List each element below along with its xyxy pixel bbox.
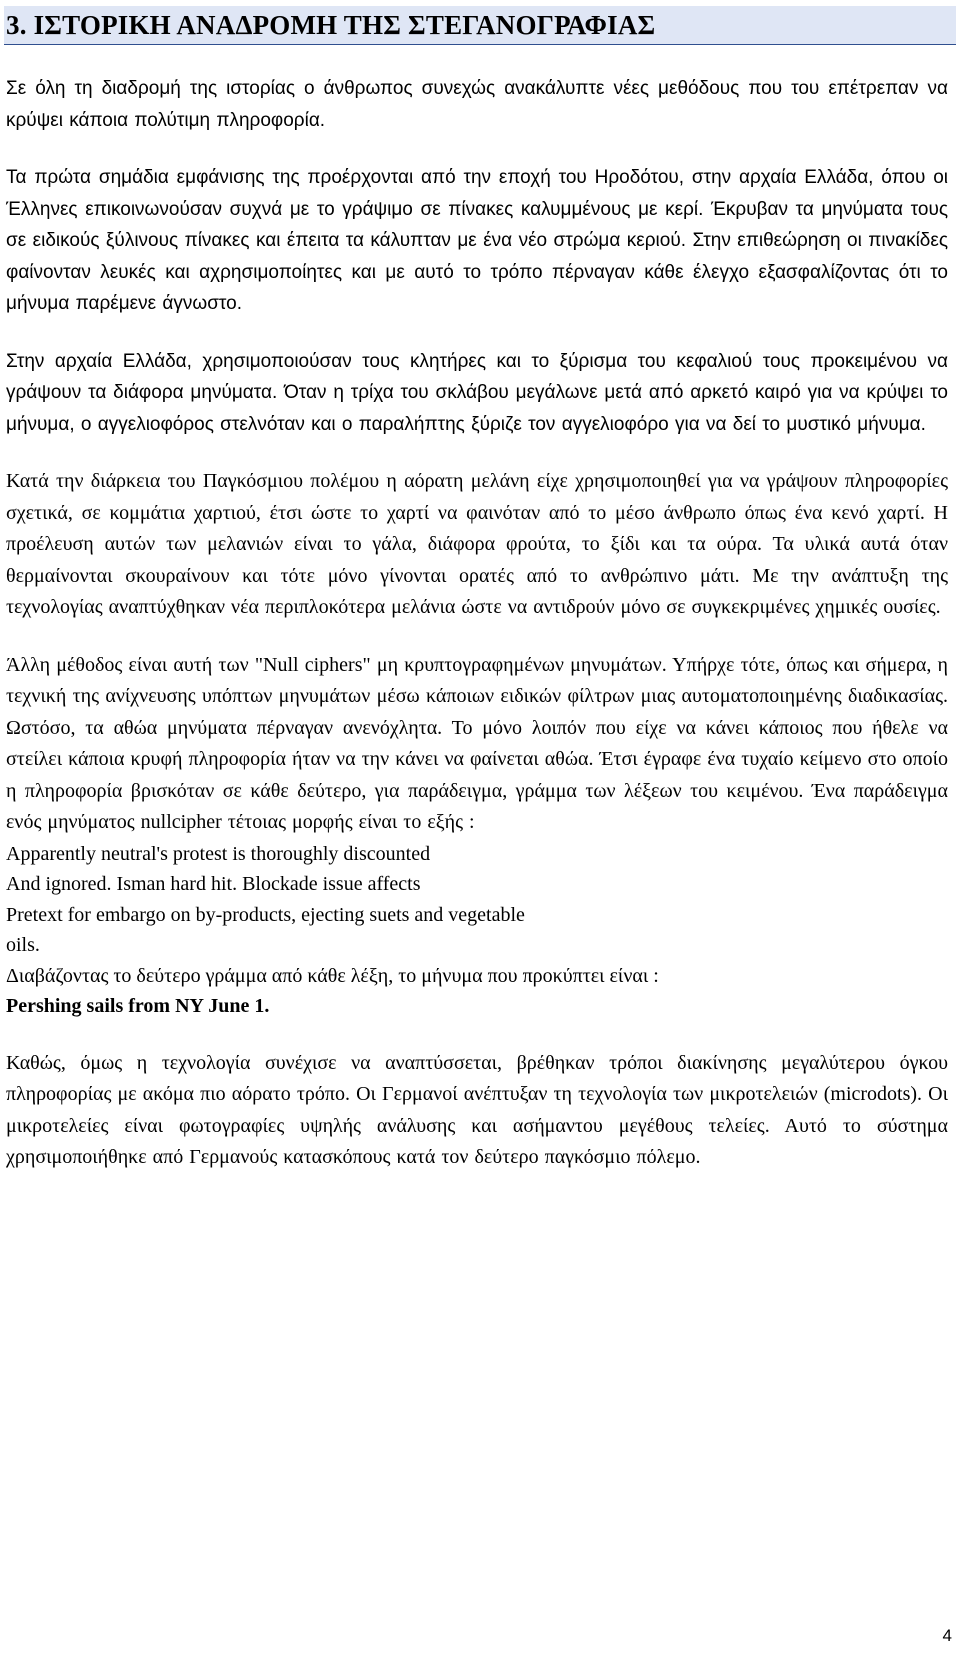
paragraph-intro: Σε όλη τη διαδρομή της ιστορίας ο άνθρωπος συνεχώς ανακάλυπτε νέες μεθόδους που του επέτρεπαν να κρύψει κάποια πολύτιμη πληροφορία. <box>6 78 948 131</box>
null-cipher-section <box>6 650 948 1022</box>
null-cipher-example-line: Pretext for embargo on by-products, ejecting suets and vegetable <box>6 903 525 926</box>
null-cipher-intro: Άλλη μέθοδος είναι αυτή των "Null ciphers" μη κρυπτογραφημένων μηνυμάτων. Υπήρχε τότε, όπως και σήμερα, η τεχνική της ανίχνευσης υπόπτων μηνυμάτων μέσω κάποιων ειδικών φίλτρων μιας αυτοματοποιημένης διαδικασίας. Ωστόσο, τα αθώα μηνύματα πέρναγαν ανενόχλητα. Το μόνο λοιπόν που είχε να κάνει κάποιος που ήθελε να στείλει κάποια κρυφή πληροφορία ήταν να την κάνει να φαίνεται αθώα. Έτσι έγραφε ένα τυχαίο κείμενο στο οποίο η πληροφορία βρισκόταν σε κάθε δεύτερο, για παράδειγμα, γράμμα των λέξεων του κειμένου. Ένα παράδειγμα ενός μηνύματος nullcipher τέτοιας μορφής είναι το εξής : <box>6 653 948 833</box>
page-number: 4 <box>942 1626 952 1645</box>
null-cipher-example-line: oils. <box>6 934 40 956</box>
paragraph-invisible-ink: Κατά την διάρκεια του Παγκόσμιου πολέμου η αόρατη μελάνη είχε χρησιμοποιηθεί για να γράψουν πληροφορίες σχετικά, σε κομμάτια χαρτιού, έτσι ώστε το χαρτί να φαινόταν από το μέσο άνθρωπο όπως ένα κενό χαρτί. Η προέλευση αυτών των μελανιών είναι το γάλα, διάφορα φρούτα, το ξίδι και τα ούρα. Τα υλικά αυτά όταν θερμαίνονται σκουραίνουν και τότε μόνο γίνονται ορατές από το ανθρώπινο μάτι. Με την ανάπτυξη της τεχνολογίας αναπτύχθηκαν νέα περιπλοκότερα μελάνια ώστε να αντιδρούν μόνο σε συγκεκριμένες χημικές ουσίες. <box>6 470 948 618</box>
null-cipher-example-line: Apparently neutral's protest is thoroughly discounted <box>6 842 431 865</box>
paragraph-microdots: Καθώς, όμως η τεχνολογία συνέχισε να αναπτύσσεται, βρέθηκαν τρόποι διακίνησης μεγαλύτερου όγκου πληροφορίας με ακόμα πιο αόρατο τρόπο. Οι Γερμανοί ανέπτυξαν τη τεχνολογία των μικροτελειών (microdots). Οι μικροτελείες είναι φωτογραφίες υψηλής ανάλυσης και ασήμαντου μεγέθους τελείες. Αυτό το σύστημα χρησιμοποιήθηκε από Γερμανούς κατασκόπους κατά τον δεύτερο παγκόσμιο πόλεμο. <box>6 1051 948 1168</box>
paragraph-messengers: Στην αρχαία Ελλάδα, χρησιμοποιούσαν τους κλητήρες και το ξύρισμα του κεφαλιού τους προκειμένου να γράψουν τα διάφορα μηνύματα. Όταν η τρίχα του σκλάβου μεγάλωνε μετά από αρκετό καιρό για να κρύψει το μήνυμα, ο αγγελιοφόρος στελνόταν και ο παραλήπτης ξύριζε τον αγγελιοφόρο για να δεί το μυστικό μήνυμα. <box>6 350 948 435</box>
null-cipher-explanation: Διαβάζοντας το δεύτερο γράμμα από κάθε λέξη, το μήνυμα που προκύπτει είναι : <box>6 964 659 987</box>
section-heading-bar <box>4 6 956 45</box>
null-cipher-example-line: And ignored. Isman hard hit. Blockade issue affects <box>6 873 421 895</box>
document-page <box>4 6 956 1200</box>
section-heading: 3. ΙΣΤΟΡΙΚΗ ΑΝΑΔΡΟΜΗ ΤΗΣ ΣΤΕΓΑΝΟΓΡΑΦΙΑΣ <box>6 9 656 40</box>
null-cipher-hidden-message: Pershing sails from NY June 1. <box>6 995 270 1017</box>
paragraph-herodotus: Τα πρώτα σημάδια εμφάνισης της προέρχονται από την εποχή του Ηροδότου, στην αρχαία Ελλάδα, όπου οι Έλληνες επικοινωνούσαν συχνά με το γράψιμο σε πίνακες καλυμμένους με κερί. Έκρυβαν τα μηνύματα τους σε ειδικούς ξύλινους πίνακες και έπειτα τα κάλυπταν με ένα νέο στρώμα κεριού. Στην επιθεώρηση οι πινακίδες φαίνονταν λευκές και αχρησιμοποίητες και με αυτό το τρόπο πέρναγαν κάθε έλεγχο εξασφαλίζοντας ότι το μήνυμα παρέμενε άγνωστο. <box>6 167 948 314</box>
spacer <box>4 1022 956 1048</box>
